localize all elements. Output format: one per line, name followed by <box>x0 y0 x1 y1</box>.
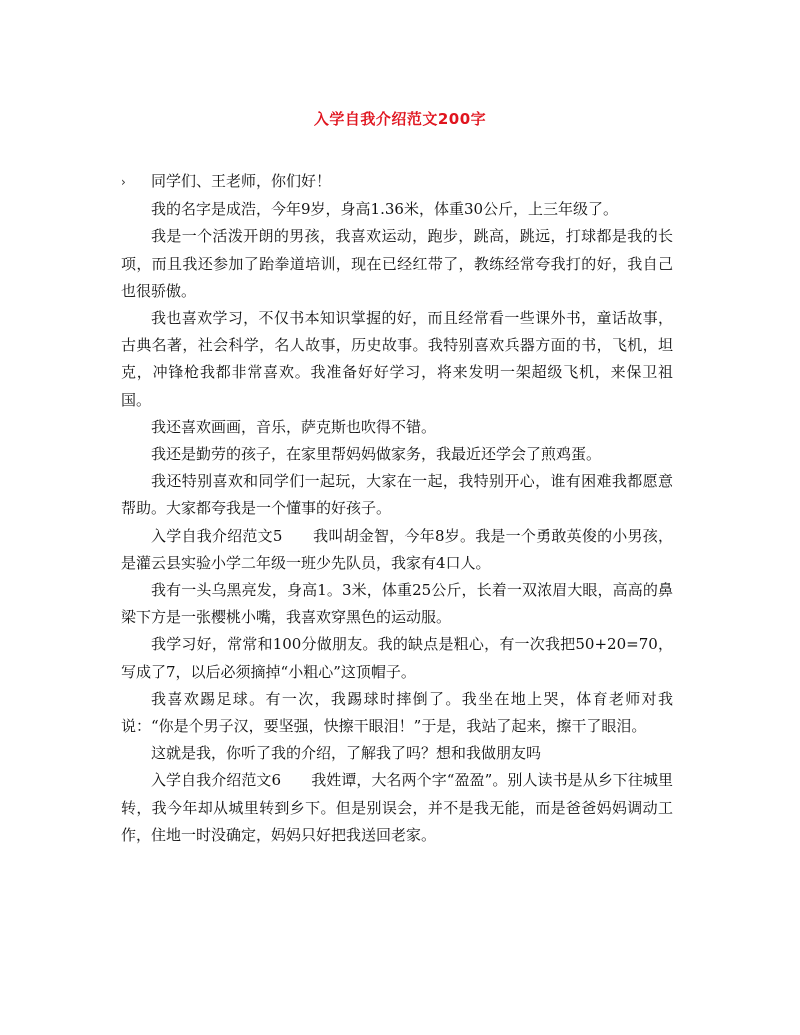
paragraph: 我喜欢踢足球。有一次，我踢球时摔倒了。我坐在地上哭，体育老师对我说：“你是个男子汉，要坚强，快擦干眼泪！”于是，我站了起来，擦干了眼泪。 <box>121 689 673 736</box>
paragraph-text: 同学们、王老师，你们好！ <box>151 172 332 190</box>
paragraph: 我有一头乌黑亮发，身高1。3米，体重25公斤，长着一双浓眉大眼，高高的鼻梁下方是一张樱桃小嘴，我喜欢穿黑色的运动服。 <box>121 581 673 627</box>
paragraph: 这就是我，你听了我的介绍，了解我了吗？想和我做朋友吗 <box>151 744 542 763</box>
document-body <box>121 168 673 849</box>
chevron-right-icon: › <box>121 175 126 189</box>
paragraph: 入学自我介绍范文5 我叫胡金智，今年8岁。我是一个勇敢英俊的小男孩，是灌云县实验小学二年级一班少先队员，我家有4口人。 <box>121 526 673 572</box>
paragraph: 我还特别喜欢和同学们一起玩，大家在一起，我特别开心，谁有困难我都愿意帮助。大家都夸我是一个懂事的好孩子。 <box>121 472 673 518</box>
paragraph: 我的名字是成浩，今年9岁，身高1.36米，体重30公斤，上三年级了。 <box>151 200 619 219</box>
paragraph-greeting <box>121 168 673 196</box>
paragraph: 我还是勤劳的孩子，在家里帮妈妈做家务，我最近还学会了煎鸡蛋。 <box>151 445 602 464</box>
paragraph: 我也喜欢学习，不仅书本知识掌握的好，而且经常看一些课外书，童话故事，古典名著，社会科学，名人故事，历史故事。我特别喜欢兵器方面的书，飞机，坦克，冲锋枪我都非常喜欢。我准备好好学习，将来发明一架超级飞机，来保卫祖国。 <box>121 309 673 409</box>
paragraph: 入学自我介绍范文6 我姓谭，大名两个字“盈盈”。别人读书是从乡下往城里转，我今年却从城里转到乡下。但是别误会，并不是我无能，而是爸爸妈妈调动工作，住地一时没确定，妈妈只好把我送回老家。 <box>121 771 673 844</box>
paragraph: 我学习好，常常和100分做朋友。我的缺点是粗心，有一次我把50+20=70，写成了7，以后必须摘掉“小粗心”这顶帽子。 <box>121 635 673 681</box>
paragraph: 我还喜欢画画，音乐，萨克斯也吹得不错。 <box>151 417 437 436</box>
paragraph: 我是一个活泼开朗的男孩，我喜欢运动，跑步，跳高，跳远，打球都是我的长项，而且我还参加了跆拳道培训，现在已经红带了，教练经常夸我打的好，我自己也很骄傲。 <box>121 227 673 300</box>
document-title: 入学自我介绍范文200字 <box>313 110 487 128</box>
